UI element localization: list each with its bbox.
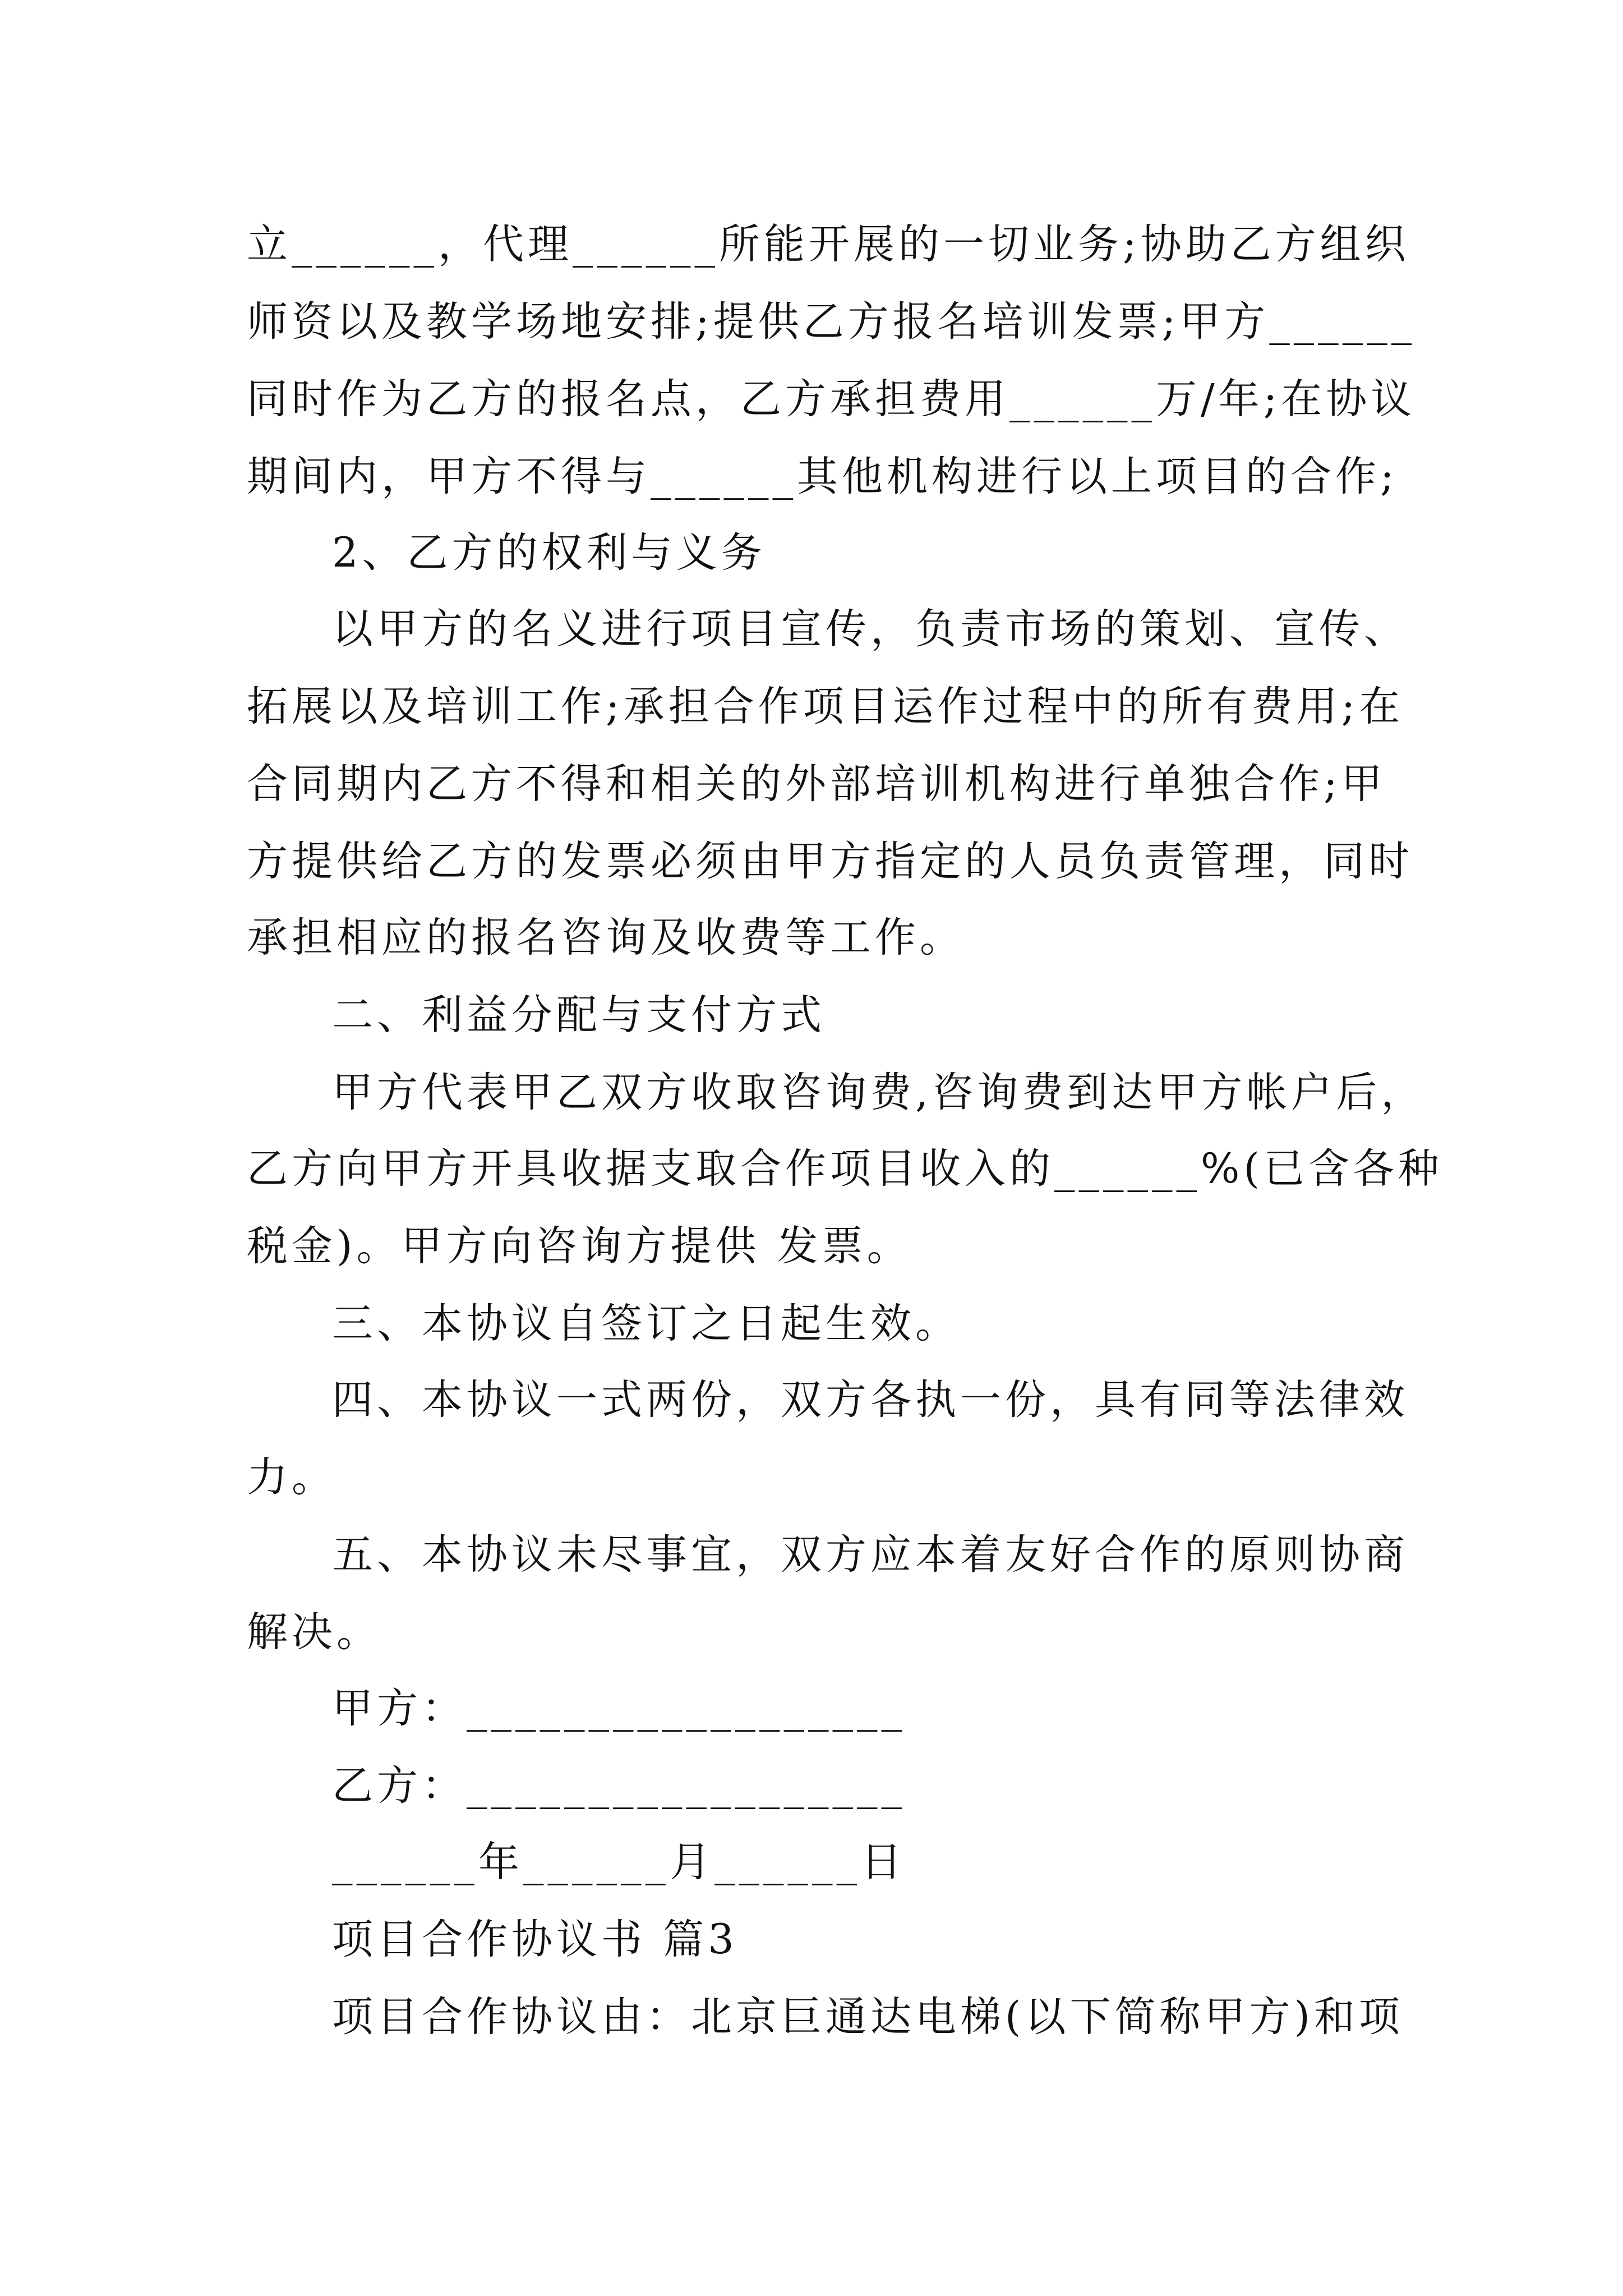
- paragraph-line: 五、本协议未尽事宜，双方应本着友好合作的原则协商: [332, 1531, 1409, 1579]
- section-heading: 2、乙方的权利与义务: [332, 529, 766, 577]
- paragraph-line: 四、本协议一式两份，双方各执一份，具有同等法律效: [332, 1376, 1409, 1424]
- paragraph-line: 甲方代表甲乙双方收取咨询费,咨询费到达甲方帐户后，: [332, 1069, 1426, 1116]
- paragraph-line: 项目合作协议由：北京巨通达电梯(以下简称甲方)和项: [332, 1993, 1404, 2041]
- party-a-signature-line: 甲方：__________________: [332, 1685, 906, 1732]
- paragraph-line: 立______，代理______所能开展的一切业务;协助乙方组织: [247, 220, 1410, 268]
- paragraph-line: 同时作为乙方的报名点，乙方承担费用______万/年;在协议: [247, 375, 1416, 423]
- section-heading: 二、利益分配与支付方式: [332, 991, 826, 1039]
- paragraph-line: 拓展以及培训工作;承担合作项目运作过程中的所有费用;在: [247, 683, 1404, 730]
- paragraph-line: 期间内，甲方不得与______其他机构进行以上项目的合作;: [247, 453, 1398, 500]
- section-title: 项目合作协议书 篇3: [332, 1916, 738, 1963]
- paragraph-line: 税金)。甲方向咨询方提供 发票。: [247, 1222, 912, 1270]
- date-line: ______年______月______日: [332, 1838, 906, 1886]
- paragraph-line: 合同期内乙方不得和相关的外部培训机构进行单独合作;甲: [247, 760, 1386, 808]
- paragraph-line: 师资以及教学场地安排;提供乙方报名培训发票;甲方______: [247, 298, 1416, 346]
- paragraph-line: 承担相应的报名咨询及收费等工作。: [247, 914, 965, 961]
- paragraph-line: 力。: [247, 1453, 336, 1501]
- paragraph-line: 解决。: [247, 1608, 381, 1656]
- party-b-signature-line: 乙方：__________________: [332, 1762, 906, 1810]
- paragraph-line: 乙方向甲方开具收据支取合作项目收入的______%(已含各种: [247, 1145, 1443, 1193]
- paragraph-line: 以甲方的名义进行项目宣传，负责市场的策划、宣传、: [332, 605, 1409, 653]
- paragraph-line: 三、本协议自签订之日起生效。: [332, 1300, 960, 1347]
- paragraph-line: 方提供给乙方的发票必须由甲方指定的人员负责管理，同时: [247, 838, 1413, 885]
